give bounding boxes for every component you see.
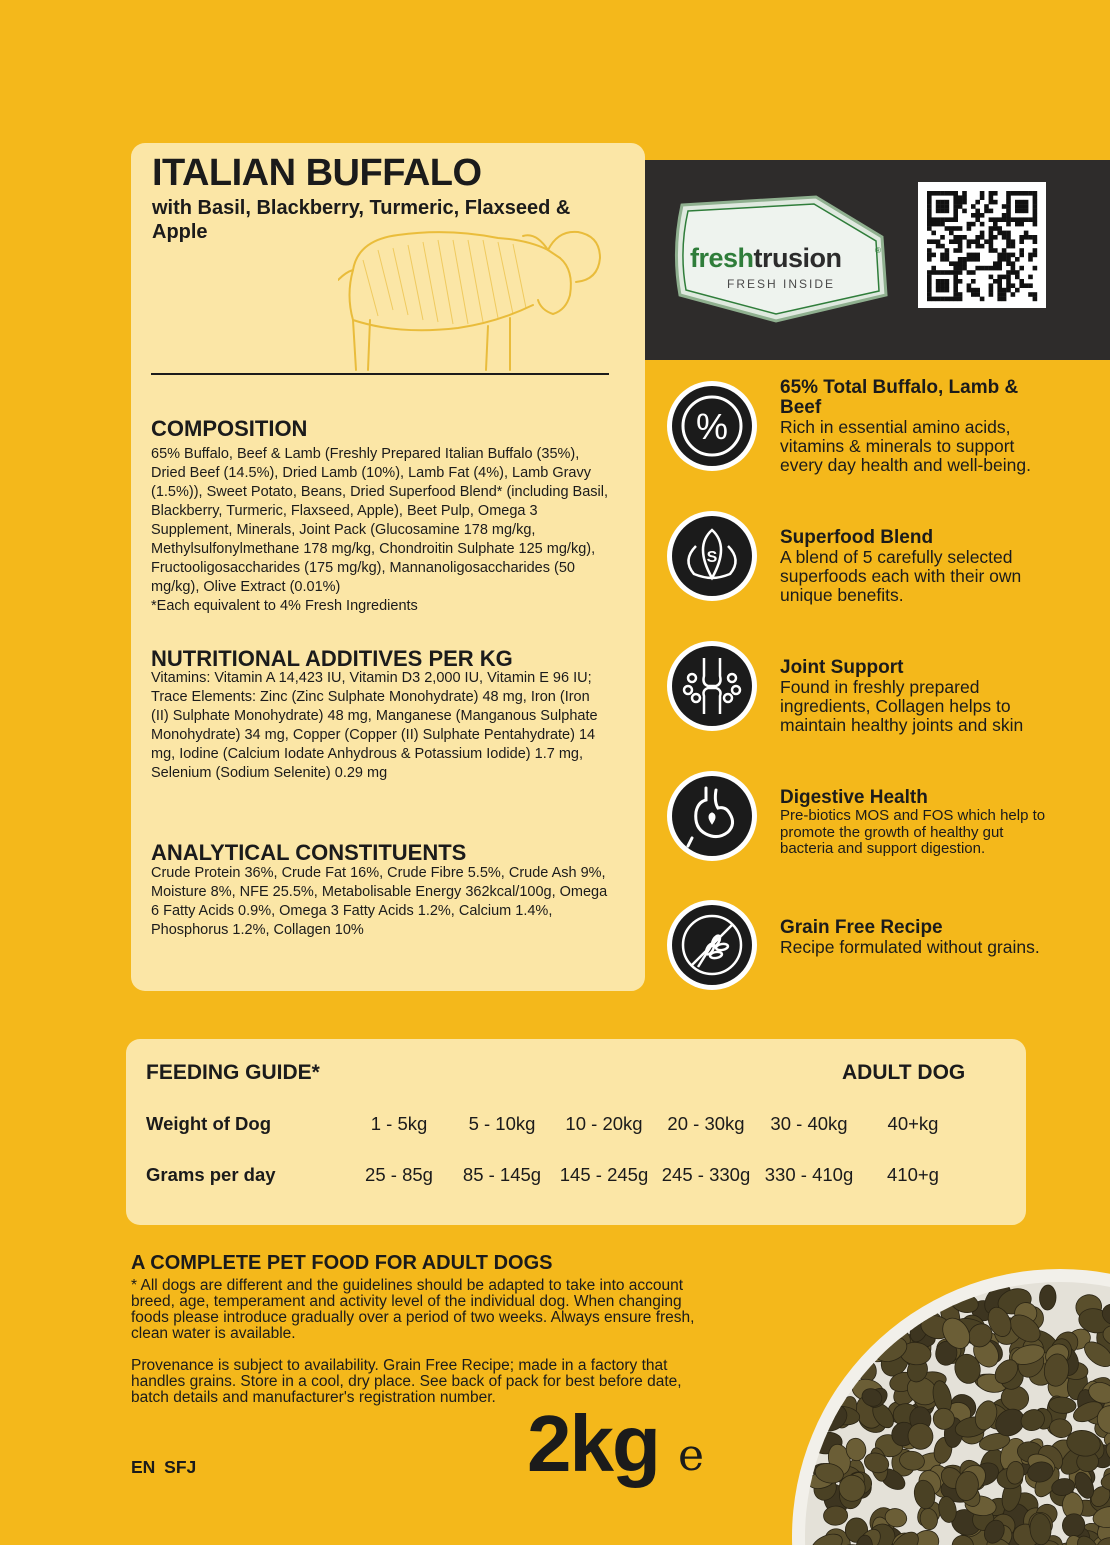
grams-row-label: Grams per day — [146, 1164, 276, 1185]
percent-icon — [667, 381, 757, 471]
grain-free-icon — [667, 900, 757, 990]
logo-tagline: FRESH INSIDE — [727, 277, 836, 291]
composition-text — [151, 445, 609, 616]
benefit-title-joint: Joint Support — [780, 657, 904, 678]
grams-cell: 85 - 145g — [462, 1164, 542, 1185]
benefit-text-joint: Found in freshly prepared ingredients, Collagen helps to maintain healthy joints and skin — [780, 677, 1024, 735]
estimated-sign-icon: e — [678, 1430, 705, 1481]
analytical-text: Crude Protein 36%, Crude Fat 16%, Crude Fibre 5.5%, Crude Ash 9%, Moisture 8%, NFE 25.5%, Metabolisable Energy 362kcal/100g, Omega 6 Fatty Acids 0.9%, Omega 3 Fatty Acids 1.2%, Calcium 1.4%, Phosphorus 1.2%, Collagen 10% — [151, 865, 608, 938]
benefit-text-superfood: A blend of 5 carefully selected superfoods each with their own unique benefits. — [780, 547, 1022, 605]
benefit-title-digestive: Digestive Health — [780, 787, 928, 808]
weight-cell: 30 - 40kg — [770, 1113, 848, 1134]
svg-text:%: % — [695, 406, 729, 447]
benefit-text-protein: Rich in essential amino acids, vitamins & minerals to support every day health and well-being. — [780, 417, 1031, 475]
benefit-title-grain-free: Grain Free Recipe — [780, 917, 943, 938]
qr-code-pattern — [918, 182, 1046, 308]
composition-heading: COMPOSITION — [151, 416, 308, 441]
title-divider — [151, 373, 609, 375]
benefit-text-grain-free: Recipe formulated without grains. — [780, 937, 1040, 957]
superfood-leaf-icon — [667, 511, 757, 601]
logo-trusion: trusion — [753, 243, 842, 273]
feeding-guide-audience: ADULT DOG — [842, 1061, 966, 1084]
weight-cell: 5 - 10kg — [468, 1113, 536, 1134]
weight-cell: 10 - 20kg — [565, 1113, 643, 1134]
complete-food-heading: A COMPLETE PET FOOD FOR ADULT DOGS — [131, 1252, 553, 1274]
svg-text:freshtrusion — [690, 243, 842, 273]
grams-cell: 25 - 85g — [365, 1164, 433, 1185]
benefit-title-superfood: Superfood Blend — [780, 527, 934, 548]
composition-footnote: *Each equivalent to 4% Fresh Ingredients — [151, 598, 418, 614]
provenance-note: Provenance is subject to availability. Grain Free Recipe; made in a factory that handles grains. Store in a cool, dry place. See back of pack for best before date, batch details and manufacturer's registration number. — [131, 1357, 682, 1406]
guideline-note: * All dogs are different and the guidelines should be adapted to take into account breed, age, temperament and activity level of the individual dog. When changing foods please introduce gradually over a period of two weeks. Always ensure fresh, clean water is available. — [131, 1277, 695, 1342]
qr-code[interactable] — [918, 182, 1046, 308]
benefit-text-digestive: Pre-biotics MOS and FOS which help to promote the growth of healthy gut bacteria and support digestion. — [780, 807, 1046, 857]
analytical-heading: ANALYTICAL CONSTITUENTS — [151, 840, 467, 865]
grams-cell: 410+g — [887, 1164, 939, 1185]
svg-text:S: S — [706, 549, 718, 566]
kibble-bowl-image — [790, 1252, 1110, 1545]
product-title: ITALIAN BUFFALO — [152, 152, 482, 194]
joint-icon — [667, 641, 757, 731]
freshtrusion-logo — [668, 191, 894, 325]
weight-row-label: Weight of Dog — [146, 1113, 272, 1134]
product-subtitle: with Basil, Blackberry, Turmeric, Flaxseed & Apple — [152, 197, 571, 243]
weight-cell: 1 - 5kg — [370, 1113, 428, 1134]
net-weight: 2kg — [527, 1399, 659, 1488]
benefit-title-protein: 65% Total Buffalo, Lamb & Beef — [780, 377, 1019, 418]
grams-cell: 245 - 330g — [661, 1164, 751, 1185]
grams-cell: 145 - 245g — [559, 1164, 649, 1185]
weight-cell: 20 - 30kg — [667, 1113, 745, 1134]
grams-cell: 330 - 410g — [764, 1164, 854, 1185]
logo-fresh: fresh — [690, 243, 754, 273]
additives-text: Vitamins: Vitamin A 14,423 IU, Vitamin D3 2,000 IU, Vitamin E 96 IU; Trace Elements: Zinc (Zinc Sulphate Monohydrate) 48 mg, Iron (Iron (II) Sulphate Monohydrate) 48 mg, Manganese (Manganous Sulphate Monohydrate) 34 mg, Copper (Copper (II) Sulphate Pentahydrate) 14 mg, Iodine (Calcium Iodate Anhydrous & Potassium Iodide) 1.7 mg, Selenium (Sodium Selenite) 0.29 mg — [151, 670, 598, 781]
composition-body: 65% Buffalo, Beef & Lamb (Freshly Prepared Italian Buffalo (35%), Dried Beef (14.5%), Dried Lamb (10%), Lamb Fat (4%), Lamb Gravy (1.5%)), Sweet Potato, Beans, Dried Superfood Blend* (including Basil, Blackberry, Turmeric, Flaxseed, Apple), Beet Pulp, Omega 3 Supplement, Minerals, Joint Pack (Glucosamine 178 mg/kg, Methylsulfonylmethane 178 mg/kg, Chondroitin Sulphate 125 mg/kg), Fructooligosaccharides (175 mg/kg), Mannanoligosaccharides (50 mg/kg), Olive Extract (0.01%) — [151, 446, 608, 595]
logo-registered: ® — [875, 246, 881, 255]
weight-cell: 40+kg — [887, 1113, 939, 1134]
feeding-guide-title: FEEDING GUIDE* — [146, 1061, 320, 1084]
stomach-icon — [667, 771, 757, 861]
language-codes: EN SFJ — [131, 1457, 197, 1477]
additives-heading: NUTRITIONAL ADDITIVES PER KG — [151, 646, 513, 671]
